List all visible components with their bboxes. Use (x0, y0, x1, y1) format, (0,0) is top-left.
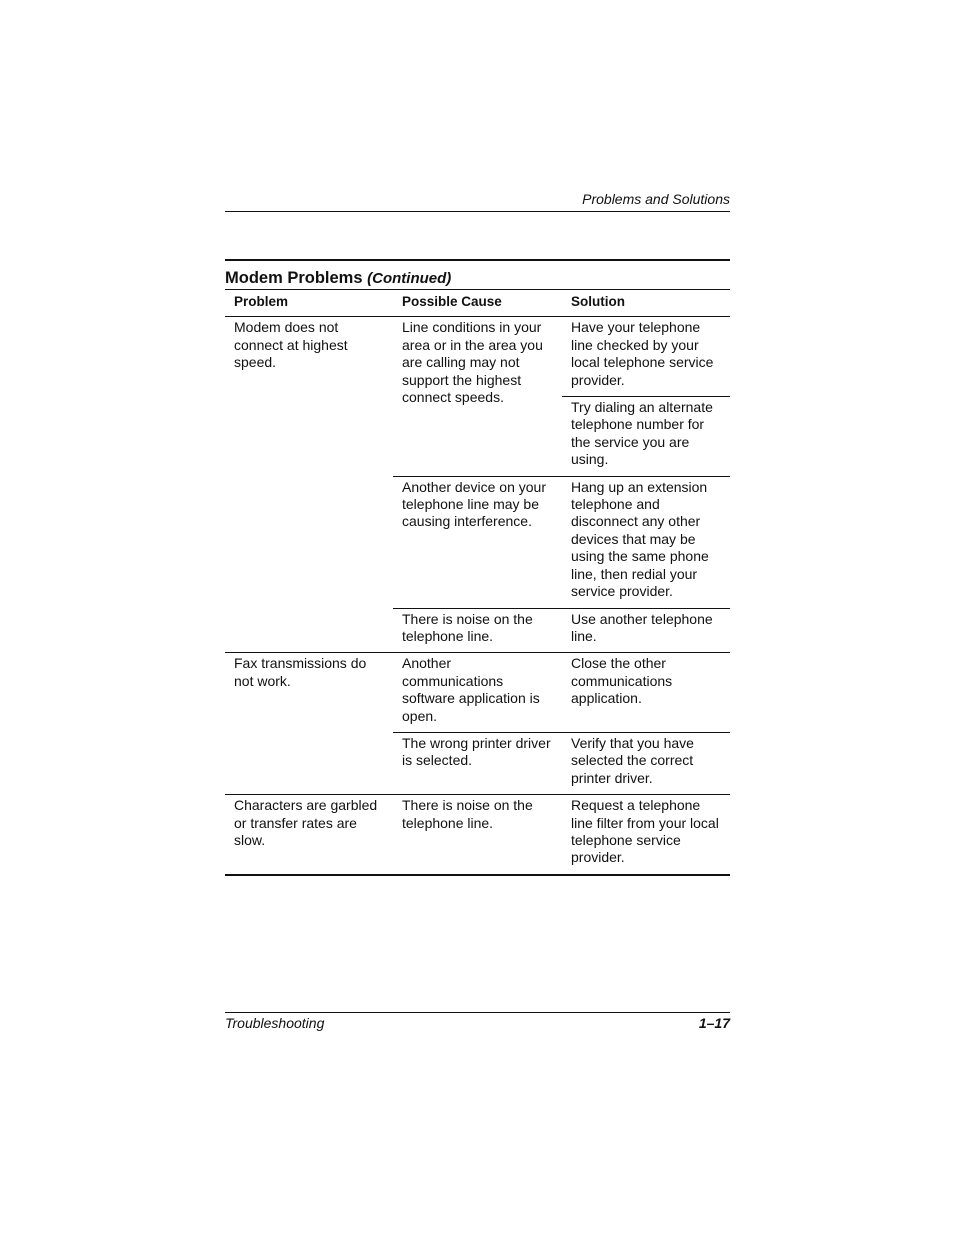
table-title (225, 267, 451, 290)
column-header-problem: Problem (225, 290, 393, 317)
table-title-text: Modem Problems (225, 269, 363, 287)
column-header-solution: Solution (562, 290, 730, 317)
cause-cell: Line conditions in your area or in the area you are calling may not support the highest connect speeds. (402, 319, 543, 406)
column-header-possible-cause: Possible Cause (393, 290, 562, 317)
solution-cell: Verify that you have selected the correct printer driver. (562, 732, 730, 794)
cause-cell: There is noise on the telephone line. (393, 608, 562, 653)
table-row (225, 795, 730, 875)
header-rule (225, 211, 730, 212)
page-number: 1–17 (698, 1015, 730, 1031)
solution-cell: Close the other communications application. (562, 653, 730, 733)
footer-section: Troubleshooting (225, 1015, 325, 1031)
problem-cell: Modem does not connect at highest speed. (234, 319, 348, 371)
problem-cell: Characters are garbled or transfer rates are slow. (225, 795, 393, 875)
running-head: Problems and Solutions (582, 191, 730, 207)
table-title-continued: (Continued) (367, 270, 452, 287)
solution-cell: Request a telephone line filter from your local telephone service provider. (562, 795, 730, 875)
cause-cell: The wrong printer driver is selected. (393, 732, 562, 794)
footer-rule (225, 1012, 730, 1013)
solution-cell: Hang up an extension telephone and disconnect any other devices that may be using the same phone line, then redial your service provider. (562, 476, 730, 608)
solution-cell: Try dialing an alternate telephone number for the service you are using. (562, 397, 730, 477)
solution-cell: Use another telephone line. (562, 608, 730, 653)
cause-cell: There is noise on the telephone line. (393, 795, 562, 875)
table-top-rule (225, 259, 730, 261)
table-row (225, 653, 730, 733)
cause-cell: Another device on your telephone line may be causing interference. (393, 476, 562, 608)
solution-cell: Have your telephone line checked by your local telephone service provider. (571, 319, 714, 388)
table-row (225, 317, 730, 397)
problem-cell: Fax transmissions do not work. (225, 653, 393, 795)
modem-problems-table (225, 289, 730, 876)
table-header-row (225, 290, 730, 317)
cause-cell: Another communications software application is open. (393, 653, 562, 733)
